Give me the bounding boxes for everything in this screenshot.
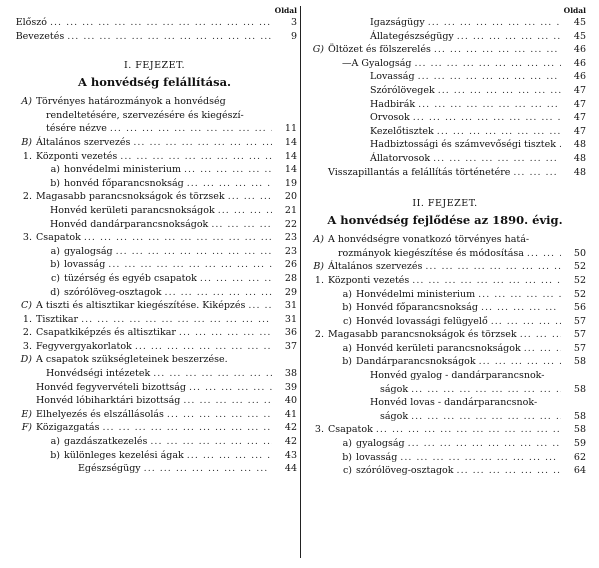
toc-entry[interactable] (12, 30, 297, 44)
entry-number: 1. (22, 150, 32, 162)
leader-dots (133, 136, 272, 150)
entry-title: szórólöveg-osztagok (356, 465, 454, 477)
toc-entry[interactable] (304, 410, 586, 424)
entry-title: Honvédelmi ministerium (356, 288, 476, 300)
leader-dots (438, 84, 561, 98)
entry-title: Törvényes határozmányok a honvédség (36, 96, 226, 108)
leader-dots (434, 43, 561, 57)
entry-number: D) (20, 354, 32, 366)
leader-dots (479, 355, 561, 369)
toc-entry[interactable] (12, 340, 297, 354)
entry-title: Visszapillantás a felállítás történetére (328, 166, 511, 178)
leader-dots (183, 394, 272, 408)
entry-title: Honvéd dandárparancsnokságok (50, 218, 209, 230)
page-number: 23 (284, 245, 297, 257)
entry-number: E) (21, 408, 32, 420)
leader-dots (167, 408, 272, 422)
toc-entry[interactable] (304, 84, 586, 98)
toc-entry[interactable] (12, 449, 297, 463)
entry-title: különleges kezelési ágak (64, 449, 184, 461)
toc-entry[interactable] (304, 138, 586, 152)
page-number: 47 (573, 112, 586, 124)
page-number: 11 (284, 123, 297, 135)
page-number: 41 (284, 408, 297, 420)
toc-entry[interactable] (12, 381, 297, 395)
entry-title: Központi vezetés (36, 150, 118, 162)
entry-number: 1. (314, 274, 324, 286)
toc-entry[interactable] (12, 163, 297, 177)
toc-entry[interactable] (12, 286, 297, 300)
leader-dots (84, 231, 272, 245)
entry-title: Honvéd kerületi parancsnokságok (356, 342, 521, 354)
toc-entry[interactable] (304, 301, 586, 315)
leader-dots (102, 421, 272, 435)
entry-title: Honvéd gyalog - dandárparancsnok- (370, 370, 545, 382)
leader-dots (478, 288, 561, 302)
toc-entry[interactable] (12, 150, 297, 164)
entry-number: d) (50, 286, 60, 298)
leader-dots (165, 286, 272, 300)
page-number: 57 (573, 342, 586, 354)
leader-dots (559, 138, 561, 152)
leader-dots (413, 111, 561, 125)
entry-title: Lovasság (370, 71, 415, 83)
entry-number: A) (313, 234, 324, 246)
toc-entry[interactable] (12, 231, 297, 245)
toc-entry[interactable] (304, 288, 586, 302)
entry-title: Honvéd lóbiharktári bizottság (36, 395, 181, 407)
toc-entry[interactable] (12, 353, 297, 367)
entry-title: A tiszti és altisztikar kiegészítése. Kiképzés (36, 300, 246, 312)
entry-title: Honvéd főparancsnokság (356, 302, 478, 314)
toc-entry[interactable] (304, 247, 586, 261)
leader-dots (418, 70, 561, 84)
toc-entry[interactable] (304, 152, 586, 166)
entry-title: lovasság (64, 259, 106, 271)
page-number: 57 (573, 315, 586, 327)
entry-number: F) (21, 422, 32, 434)
leader-dots (50, 16, 272, 30)
page-number: 31 (284, 300, 297, 312)
page-number: 44 (284, 463, 297, 475)
leader-dots (218, 204, 272, 218)
page-number: 46 (573, 44, 586, 56)
page-number: 52 (573, 288, 586, 300)
entry-title: Magasabb parancsnokságok és törzsek (328, 329, 517, 341)
toc-entry[interactable] (304, 16, 586, 30)
page-number: 52 (573, 261, 586, 273)
entry-title: gyalogság (356, 438, 405, 450)
page-number: 42 (284, 422, 297, 434)
leader-dots (120, 150, 272, 164)
entry-number: a) (50, 436, 60, 448)
page-number: 47 (573, 98, 586, 110)
toc-list (304, 16, 586, 179)
entry-title: Honvéd kerületi parancsnokságok (50, 204, 215, 216)
page-number: 52 (573, 274, 586, 286)
entry-number: b) (50, 449, 60, 461)
page-number: 29 (284, 286, 297, 298)
toc-entry[interactable] (12, 421, 297, 435)
page-number: 37 (284, 340, 297, 352)
leader-dots (481, 301, 561, 315)
page-number: 20 (284, 191, 297, 203)
entry-number: A) (21, 96, 32, 108)
entry-title: Egészségügy (78, 463, 141, 475)
toc-entry[interactable] (304, 125, 586, 139)
toc-list (12, 95, 297, 476)
entry-title: Öltözet és fölszerelés (328, 44, 431, 56)
toc-entry[interactable] (12, 367, 297, 381)
entry-title: szórólöveg-osztagok (64, 286, 162, 298)
toc-entry[interactable] (304, 464, 586, 478)
entry-title: tésére nézve (46, 123, 107, 135)
toc-entry[interactable] (304, 111, 586, 125)
entry-number: G) (312, 44, 324, 56)
entry-number: a) (50, 245, 60, 257)
leader-dots (513, 166, 561, 180)
toc-entry[interactable] (12, 272, 297, 286)
leader-dots (200, 272, 272, 286)
page-number: 62 (573, 451, 586, 463)
entry-number: b) (50, 177, 60, 189)
page-number: 9 (290, 30, 297, 42)
leader-dots (457, 30, 561, 44)
entry-title: honvéd főparancsnokság (64, 177, 184, 189)
entry-title: Csapatok (36, 232, 81, 244)
leader-dots (524, 342, 561, 356)
toc-entry[interactable] (304, 423, 586, 437)
column-divider (300, 6, 301, 558)
leader-dots (376, 423, 561, 437)
entry-number: B) (21, 136, 32, 148)
leader-dots (189, 381, 272, 395)
entry-title: Közigazgatás (36, 422, 100, 434)
entry-title: Állategészségügy (370, 30, 454, 42)
page-number: 38 (284, 368, 297, 380)
toc-entry[interactable] (12, 95, 297, 109)
page-number: 43 (284, 449, 297, 461)
page-number: 56 (573, 302, 586, 314)
page-number: 28 (284, 272, 297, 284)
entry-title: honvédelmi ministerium (64, 164, 181, 176)
entry-title: gazdászatkezelés (64, 436, 148, 448)
page-number: 45 (573, 30, 586, 42)
toc-entry[interactable] (304, 274, 586, 288)
front-matter-list (12, 16, 297, 43)
toc-entry[interactable] (304, 451, 586, 465)
entry-number: c) (342, 315, 352, 327)
toc-entry[interactable] (12, 109, 297, 123)
toc-entry[interactable] (304, 342, 586, 356)
page-number: 58 (573, 383, 586, 395)
page-number: 46 (573, 71, 586, 83)
entry-number: c) (342, 465, 352, 477)
page-number: 23 (284, 232, 297, 244)
chapter-title: A honvédség fejlődése az 1890. évig. (327, 213, 563, 228)
entry-title: Magasabb parancsnokságok és törzsek (36, 191, 225, 203)
page-number: 46 (573, 57, 586, 69)
leader-dots (184, 163, 272, 177)
page-number: 36 (284, 327, 297, 339)
leader-dots (457, 464, 561, 478)
page-number: 59 (573, 438, 586, 450)
page-number: 45 (573, 17, 586, 28)
page-number: 58 (573, 424, 586, 436)
entry-title: Elhelyezés és elszállásolás (36, 408, 164, 420)
page-number: 47 (573, 125, 586, 137)
entry-title: tüzérség és egyéb csapatok (64, 272, 197, 284)
leader-dots (520, 328, 561, 342)
entry-title: Dandárparancsnokságok (356, 356, 476, 368)
leader-dots (437, 125, 561, 139)
page-number: 21 (284, 204, 297, 216)
toc-entry[interactable] (304, 355, 586, 369)
entry-title: Orvosok (370, 112, 410, 124)
page-number: 42 (284, 436, 297, 448)
entry-title: Kezelőtisztek (370, 125, 434, 137)
leader-dots (411, 410, 561, 424)
toc-entry[interactable] (304, 166, 586, 180)
page-number: 48 (573, 166, 586, 178)
leader-dots (527, 247, 561, 261)
page-number: 14 (284, 136, 297, 148)
page-number: 31 (284, 313, 297, 325)
entry-title: —A Gyalogság (342, 57, 412, 69)
chapter-label: I. FEJEZET. (123, 60, 186, 72)
page-number: 57 (573, 329, 586, 341)
entry-title: Honvéd fegyvervételi bizottság (36, 381, 186, 393)
chapter-label: II. FEJEZET. (412, 198, 478, 210)
toc-entry[interactable] (12, 326, 297, 340)
toc-entry[interactable] (12, 204, 297, 218)
toc-entry[interactable] (12, 16, 297, 30)
toc-entry[interactable] (12, 136, 297, 150)
toc-entry[interactable] (304, 57, 586, 71)
entry-number: 2. (314, 329, 324, 341)
toc-entry[interactable] (304, 43, 586, 57)
leader-dots (414, 57, 561, 71)
entry-title: Fegyvergyakorlatok (36, 340, 132, 352)
leader-dots (411, 383, 561, 397)
entry-title: ságok (380, 410, 409, 422)
leader-dots (248, 299, 272, 313)
entry-number: a) (342, 342, 352, 354)
toc-entry[interactable] (304, 396, 586, 410)
page-number: 3 (290, 17, 297, 28)
entry-number: C) (21, 300, 32, 312)
entry-title: lovasság (356, 451, 398, 463)
toc-entry[interactable] (12, 408, 297, 422)
entry-title: Bevezetés (15, 30, 65, 42)
entry-title: A csapatok szükségleteinek beszerzése. (36, 354, 228, 366)
toc-entry[interactable] (12, 245, 297, 259)
leader-dots (153, 367, 272, 381)
toc-entry[interactable] (12, 462, 297, 476)
leader-dots (408, 437, 561, 451)
entry-number: 2. (22, 191, 32, 203)
entry-title: Általános szervezés (36, 136, 131, 148)
leader-dots (412, 274, 561, 288)
entry-number: b) (342, 356, 352, 368)
toc-entry[interactable] (304, 30, 586, 44)
toc-entry[interactable] (304, 383, 586, 397)
entry-title: rozmányok kiegészítése és módosítása (338, 247, 524, 259)
entry-title: ságok (380, 383, 409, 395)
toc-entry[interactable] (12, 313, 297, 327)
toc-list (304, 233, 586, 478)
entry-title: Állatorvosok (370, 152, 431, 164)
entry-number: a) (342, 288, 352, 300)
page-number: 58 (573, 356, 586, 368)
leader-dots (116, 245, 272, 259)
page-number: 14 (284, 164, 297, 176)
entry-title: Központi vezetés (328, 274, 410, 286)
entry-number: a) (50, 164, 60, 176)
entry-title: Tisztikar (36, 313, 79, 325)
entry-number: b) (342, 451, 352, 463)
page-column-label: Oldal (274, 6, 297, 15)
leader-dots (433, 152, 561, 166)
page-number: 40 (284, 395, 297, 407)
leader-dots (135, 340, 272, 354)
entry-number: B) (313, 261, 324, 273)
leader-dots (187, 449, 272, 463)
entry-title: Általános szervezés (328, 261, 423, 273)
page-number: 22 (284, 218, 297, 230)
leader-dots (491, 315, 561, 329)
leader-dots (400, 451, 561, 465)
page-number: 39 (284, 381, 297, 393)
toc-entry[interactable] (304, 98, 586, 112)
page-number: 64 (573, 465, 586, 477)
entry-number: a) (342, 438, 352, 450)
page-number: 50 (573, 247, 586, 259)
leader-dots (110, 122, 272, 136)
entry-title: Honvéd lovassági felügyelő (356, 315, 488, 327)
entry-number: c) (50, 272, 60, 284)
leader-dots (81, 313, 272, 327)
entry-title: Hadbiztossági és számvevőségi tisztek (370, 139, 556, 151)
entry-number: 3. (314, 424, 324, 436)
leader-dots (108, 258, 272, 272)
page-number: 26 (284, 259, 297, 271)
toc-entry[interactable] (12, 190, 297, 204)
leader-dots (179, 326, 272, 340)
page-number: 58 (573, 410, 586, 422)
toc-entry[interactable] (12, 218, 297, 232)
entry-title: gyalogság (64, 245, 113, 257)
toc-entry[interactable] (304, 260, 586, 274)
left-column (12, 6, 297, 476)
leader-dots (67, 30, 272, 44)
entry-number: 1. (22, 313, 32, 325)
leader-dots (428, 16, 561, 30)
entry-title: Csapatkiképzés és altisztikar (36, 327, 176, 339)
entry-number: b) (50, 259, 60, 271)
entry-title: Előszó (15, 17, 47, 28)
right-column (304, 6, 586, 478)
leader-dots (187, 177, 272, 191)
toc-entry[interactable] (12, 258, 297, 272)
entry-title: Igazságügy (370, 17, 425, 28)
toc-entry[interactable] (304, 328, 586, 342)
entry-number: 3. (22, 232, 32, 244)
page-column-label: Oldal (563, 6, 586, 15)
toc-entry[interactable] (304, 233, 586, 247)
toc-entry[interactable] (12, 299, 297, 313)
toc-entry[interactable] (12, 122, 297, 136)
leader-dots (150, 435, 272, 449)
page-number: 14 (284, 150, 297, 162)
toc-entry[interactable] (304, 70, 586, 84)
toc-entry[interactable] (12, 435, 297, 449)
entry-number: b) (342, 302, 352, 314)
entry-title: A honvédségre vonatkozó törvényes hatá- (328, 234, 530, 246)
entry-title: Hadbirák (370, 98, 416, 110)
entry-title: Szórólövegek (370, 84, 435, 96)
page-number: 48 (573, 139, 586, 151)
entry-title: Honvédségi intézetek (46, 368, 151, 380)
page-number: 19 (284, 177, 297, 189)
chapter-title: A honvédség felállítása. (77, 75, 232, 90)
leader-dots (144, 462, 272, 476)
toc-entry[interactable] (12, 177, 297, 191)
page-number: 48 (573, 152, 586, 164)
entry-number: 2. (22, 327, 32, 339)
leader-dots (425, 260, 561, 274)
entry-title: Csapatok (328, 424, 373, 436)
leader-dots (418, 98, 561, 112)
toc-entry[interactable] (304, 369, 586, 383)
entry-title: Honvéd lovas - dandárparancsnok- (370, 397, 538, 409)
entry-title: rendeltetésére, szervezésére és kiegészí- (46, 109, 244, 121)
leader-dots (211, 218, 272, 232)
toc-entry[interactable] (304, 315, 586, 329)
leader-dots (228, 190, 272, 204)
toc-entry[interactable] (12, 394, 297, 408)
page-number: 47 (573, 84, 586, 96)
entry-number: 3. (22, 340, 32, 352)
toc-entry[interactable] (304, 437, 586, 451)
